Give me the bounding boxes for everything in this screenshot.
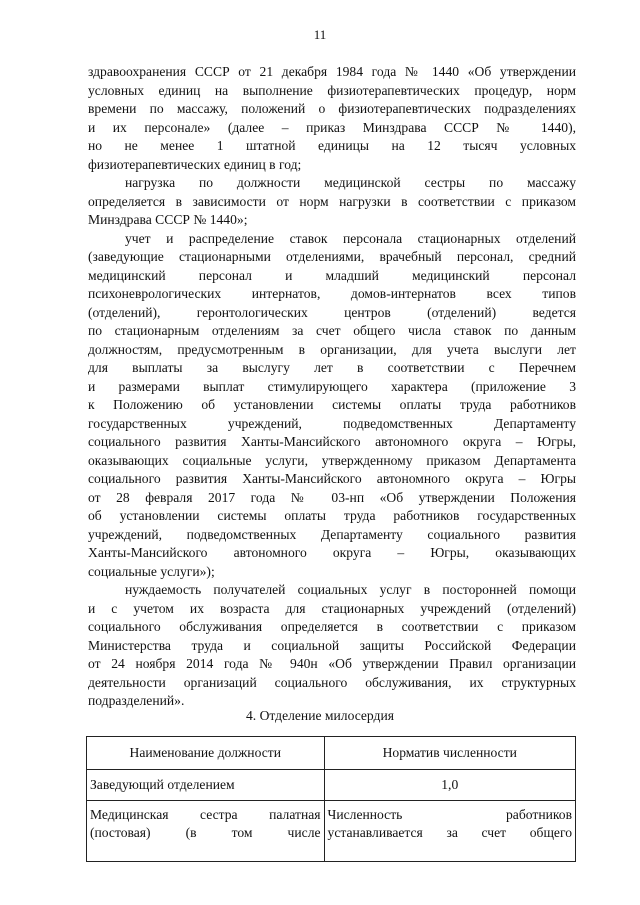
text-line: нуждаемость получателей социальных услуг в посторонней помощи (125, 582, 576, 597)
text-line: здравоохранения СССР от 21 декабря 1984 года № 1440 «Об утверждении (88, 64, 576, 79)
text-line: государственных учреждений, подведомственных Департаменту (88, 415, 576, 431)
text-line: для выплаты за выслугу лет в соответствии с Перечнем (88, 360, 576, 375)
text-line: и размерами выплат стимулирующего характера (приложение 3 (88, 378, 576, 394)
text-line: подразделений». (88, 693, 185, 708)
text-line: условных единиц на выполнение физиотерапевтических процедур, норм (88, 82, 576, 98)
text-line: социальные услуги»); (88, 563, 215, 579)
text-line: (заведующие стационарными отделениями, врачебный персонал, средний (88, 249, 576, 264)
header-norm: Норматив численности (324, 737, 575, 770)
text-line: психоневрологических интернатов, домов-интернатов всех типов (88, 286, 576, 301)
text-line: Министерства труда и социальной защиты Российской Федерации (88, 637, 576, 653)
text-line: физиотерапевтических единиц в год; (88, 156, 302, 172)
text-line: учет и распределение ставок персонала стационарных отделений (125, 230, 576, 246)
text-line: социального развития Ханты-Мансийского автономного округа – Югры, (88, 434, 576, 449)
cell-line: Численность работников (327, 807, 572, 822)
cell-position: Заведующий отделением (87, 770, 325, 801)
text-line: но не менее 1 штатной единицы на 12 тысяч условных (88, 138, 576, 153)
cell-position (87, 801, 325, 862)
text-line: об установлении системы оплаты труда работников государственных (88, 508, 576, 523)
cell-line: (постовая) (в том числе (90, 825, 321, 840)
text-line: по стационарным отделениям за счет общего числа ставок по данным (88, 323, 576, 338)
text-line: Ханты-Мансийского автономного округа – Югры, оказывающих (88, 545, 576, 560)
table-row (87, 801, 576, 862)
text-line: времени по массажу, положений о физиотерапевтических подразделениях (88, 101, 576, 116)
text-line: Минздрава СССР № 1440»; (88, 212, 248, 227)
cell-line: Медицинская сестра палатная (90, 807, 321, 822)
table-row (87, 770, 576, 801)
table-header-row (87, 737, 576, 770)
cell-norm (324, 801, 575, 862)
text-line: должностям, предусмотренным в организации, для учета выслуги лет (88, 341, 576, 357)
text-line: оказывающих социальные услуги, утвержденному приказом Департамента (88, 452, 576, 468)
text-line: и с учетом их возраста для стационарных учреждений (отделений) (88, 600, 576, 616)
text-line: учреждений, подведомственных Департаменту социального развития (88, 526, 576, 542)
header-position: Наименование должности (87, 737, 325, 770)
text-line: и их персонале» (далее – приказ Минздрава СССР № 1440), (88, 119, 576, 135)
text-line: медицинский персонал и младший медицинский персонал (88, 267, 576, 283)
page-number: 11 (313, 27, 327, 42)
text-line: определяется в зависимости от норм нагрузки в соответствии с приказом (88, 193, 576, 209)
text-line: от 24 ноября 2014 года № 940н «Об утверждении Правил организации (88, 656, 576, 671)
text-line: социального развития Ханты-Мансийского автономного округа – Югры (88, 471, 576, 486)
text-line: нагрузка по должности медицинской сестры по массажу (125, 175, 576, 190)
cell-line: устанавливается за счет общего (327, 825, 572, 840)
text-line: от 28 февраля 2017 года № 03-нп «Об утверждении Положения (88, 489, 576, 505)
staffing-table (86, 736, 576, 862)
section-title: 4. Отделение милосердия (245, 708, 394, 723)
text-line: деятельности организаций социального обслуживания, их структурных (88, 674, 576, 690)
text-line: социального обслуживания определяется в соответствии с приказом (88, 619, 576, 634)
text-line: к Положению об установлении системы оплаты труда работников (88, 397, 576, 412)
body-text (88, 63, 576, 711)
cell-norm: 1,0 (324, 770, 575, 801)
text-line: (отделений), геронтологических центров (отделений) ведется (88, 304, 576, 320)
